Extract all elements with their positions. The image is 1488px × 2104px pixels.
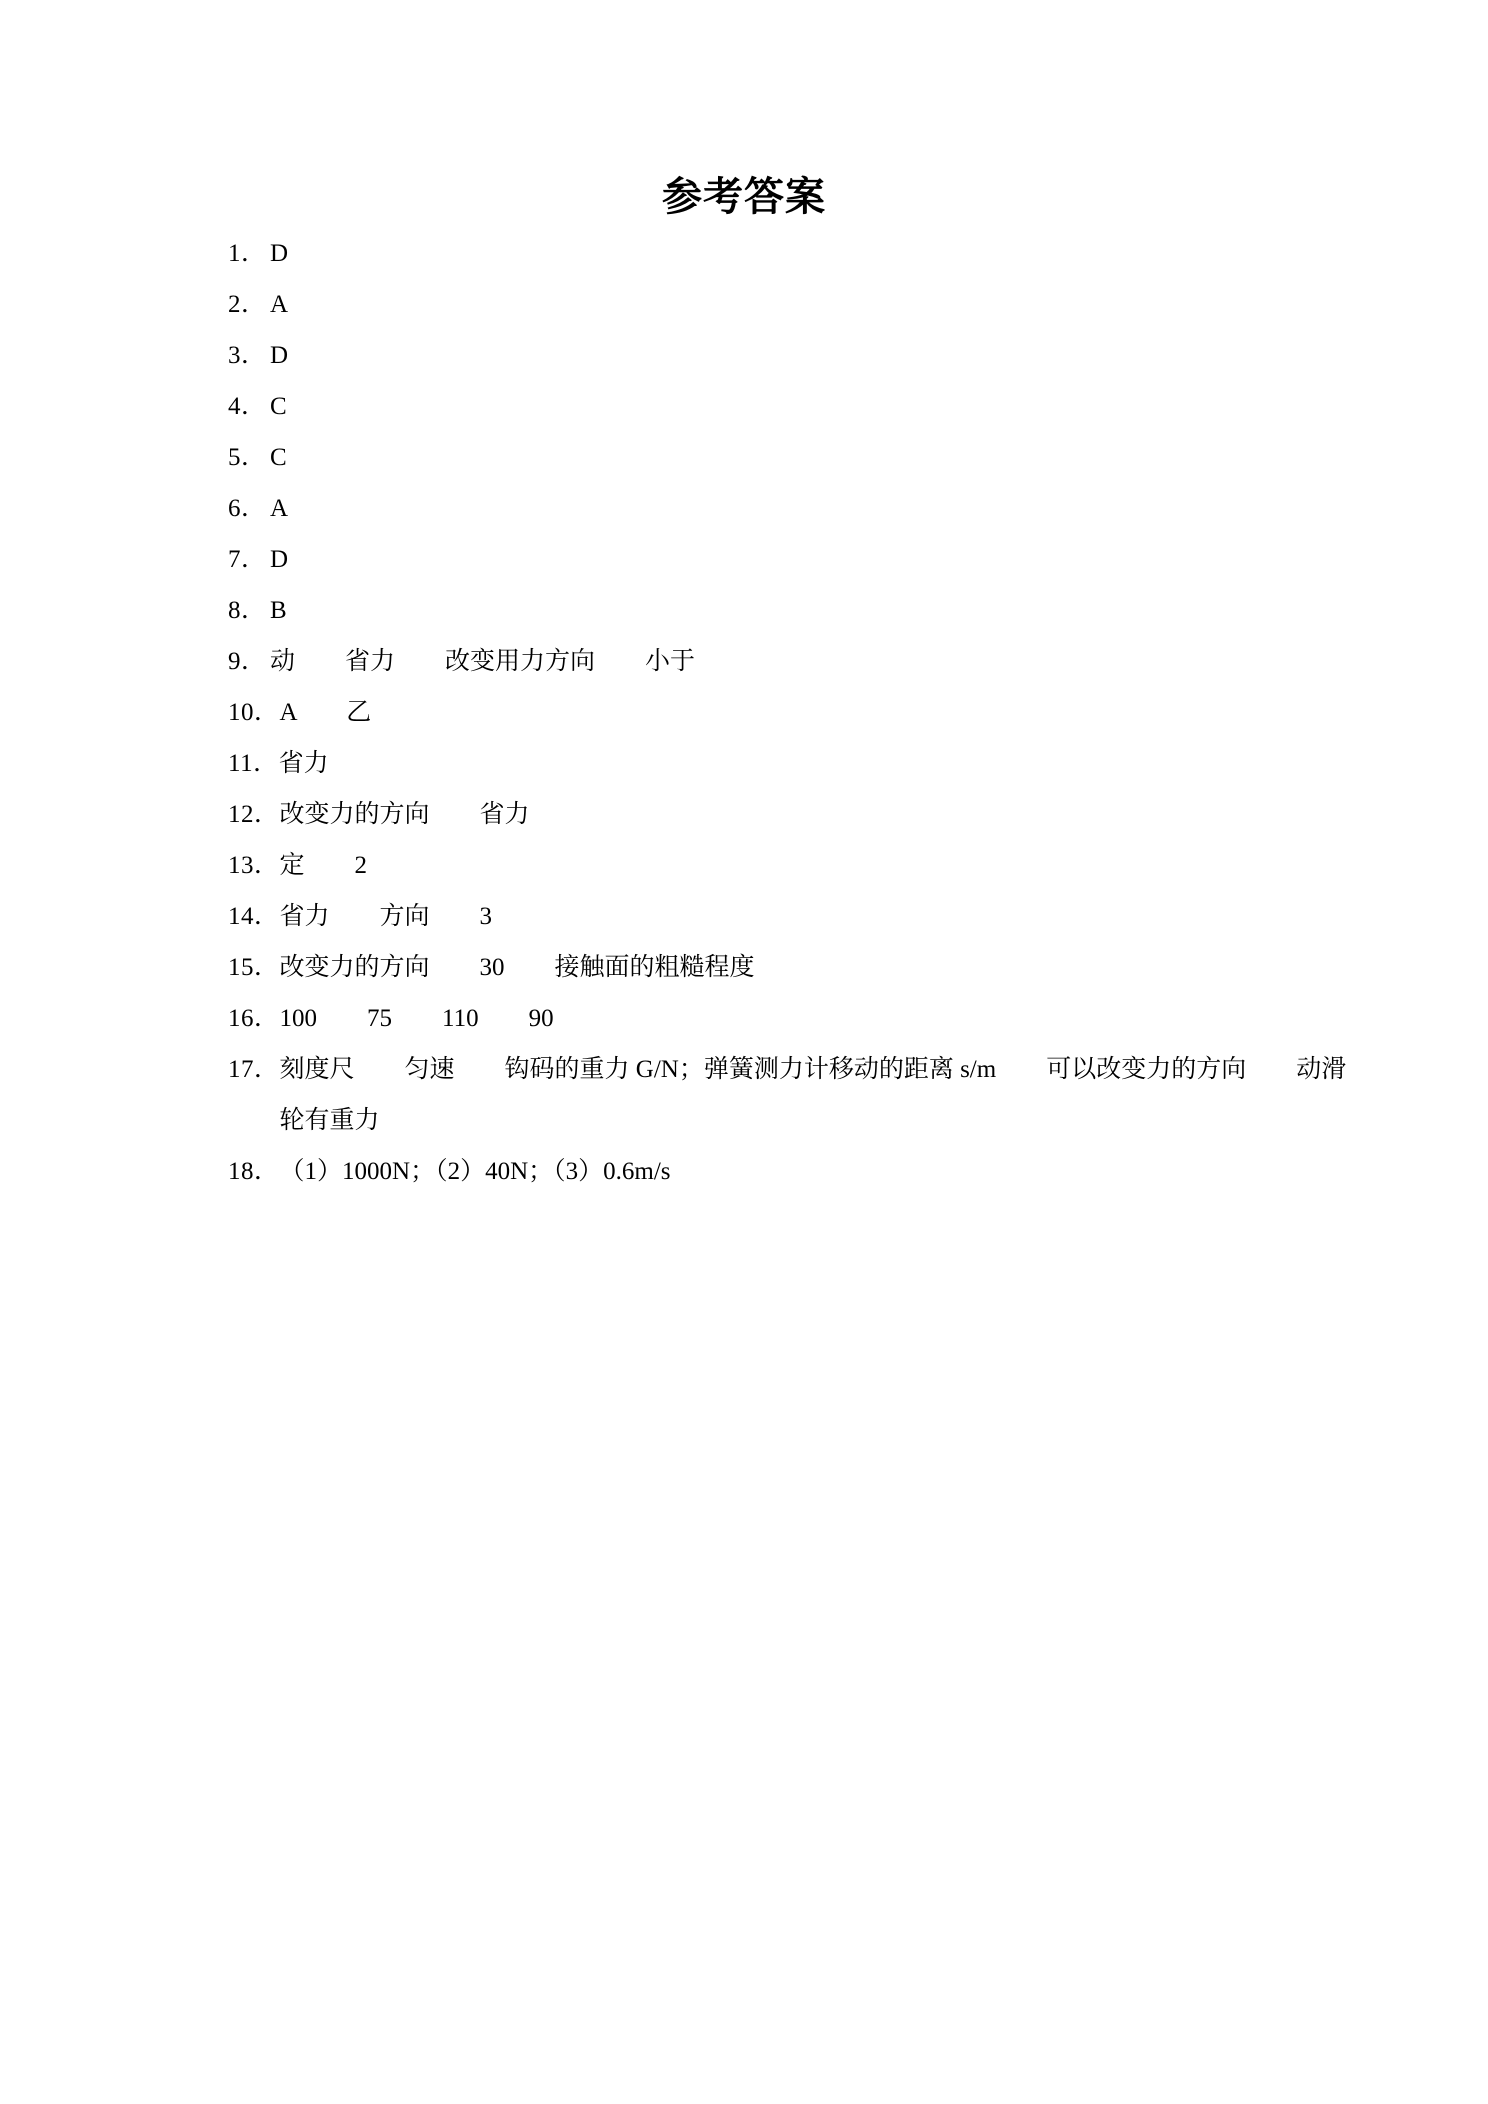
answer-text: 省力 [278,750,329,777]
page-title: 参考答案 [662,174,826,220]
answer-number: 13． [228,852,280,879]
answer-text: 定 2 [279,852,368,879]
answer-number: 12． [228,801,280,828]
answer-item-1 [228,228,1348,279]
answer-number: 11． [228,750,279,777]
answer-text: 改变力的方向 30 接触面的粗糙程度 [279,954,755,981]
answer-text: （1）1000N；（2）40N；（3）0.6m/s [279,1158,671,1185]
answer-number: 8． [228,597,267,624]
answer-item-17 [228,1044,1348,1146]
answer-number: 10． [228,699,280,726]
answer-text: C [270,393,287,420]
answer-text: A 乙 [279,699,372,726]
answer-text: A [270,495,289,522]
answer-number: 18． [228,1158,280,1185]
answer-text: A [270,291,289,318]
answer-number: 9． [228,648,267,675]
answer-item-16 [228,993,1348,1044]
answer-number: 5． [228,444,267,471]
answer-number: 16． [228,1005,280,1032]
answer-text: D [270,546,289,573]
answer-item-11 [228,738,1348,789]
answer-number: 15． [228,954,280,981]
answer-item-3 [228,330,1348,381]
answer-list [228,228,1348,1197]
answer-text: C [270,444,287,471]
answer-number: 6． [228,495,267,522]
answer-text: 100 75 110 90 [279,1005,554,1032]
answer-text: B [270,597,287,624]
answer-item-2 [228,279,1348,330]
answer-item-18 [228,1146,1348,1197]
answer-item-10 [228,687,1348,738]
answer-text: D [270,342,289,369]
answer-text: D [270,240,289,267]
answer-number: 2． [228,291,267,318]
answer-item-9 [228,636,1348,687]
answer-number: 1． [228,240,267,267]
answer-item-4 [228,381,1348,432]
answer-number: 4． [228,393,267,420]
answer-item-12 [228,789,1348,840]
answer-item-15 [228,942,1348,993]
answer-number: 14． [228,903,280,930]
answer-number: 17． [228,1056,280,1083]
answer-item-7 [228,534,1348,585]
answer-text: 改变力的方向 省力 [279,801,530,828]
answer-text: 省力 方向 3 [279,903,493,930]
answer-item-6 [228,483,1348,534]
answer-item-14 [228,891,1348,942]
answer-item-5 [228,432,1348,483]
answer-number: 7． [228,546,267,573]
answer-item-8 [228,585,1348,636]
answer-item-13 [228,840,1348,891]
answer-number: 3． [228,342,267,369]
answer-text: 刻度尺 匀速 钩码的重力 G/N；弹簧测力计移动的距离 s/m 可以改变力的方向 动滑轮有重力 [279,1056,1347,1134]
answer-text: 动 省力 改变用力方向 小于 [270,648,696,675]
